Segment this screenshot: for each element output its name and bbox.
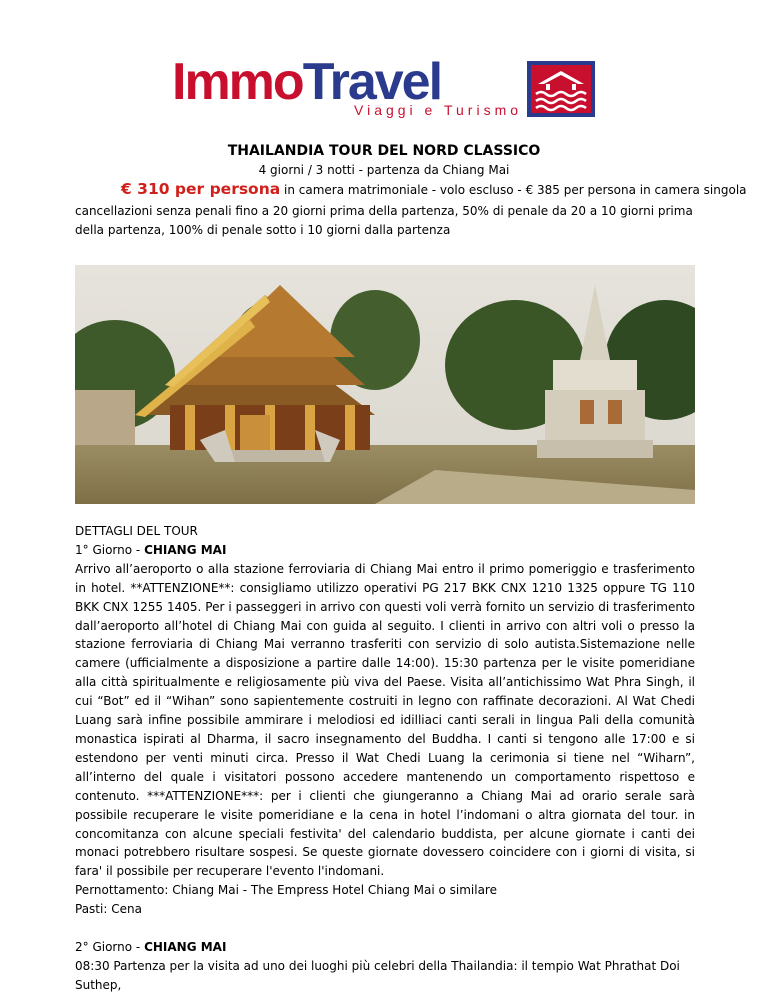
day1-meals: Pasti: Cena	[75, 902, 142, 917]
day2-description: 08:30 Partenza per la visita ad uno dei luoghi più celebri della Thailandia: il tempio Wat Phrathat Doi Suthep,	[75, 958, 680, 992]
day1-label: 1° Giorno -	[75, 542, 145, 557]
paragraph-spacer	[75, 919, 695, 938]
day1-overnight: Pernottamento: Chiang Mai - The Empress Hotel Chiang Mai o similare	[75, 883, 497, 898]
day2-label: 2° Giorno -	[75, 940, 145, 955]
company-logo	[172, 53, 600, 120]
day2-place: CHIANG MAI	[144, 940, 227, 955]
day1-heading	[75, 541, 695, 560]
cancellation-policy: cancellazioni senza penali fino a 20 giorni prima della partenza, 50% di penale da 20 a 10 giorni prima della partenza, 100% di penale sotto i 10 giorni dalla partenza	[75, 204, 693, 237]
tour-details	[75, 522, 695, 995]
house-waves-icon	[526, 60, 596, 118]
tour-subtitle: 4 giorni / 3 notti - partenza da Chiang Mai	[258, 163, 510, 177]
day1-place: CHIANG MAI	[144, 542, 227, 557]
logo-word-travel: Travel	[302, 53, 442, 111]
price-details: in camera matrimoniale - volo escluso - € 385 per persona in camera singola	[280, 183, 747, 197]
tour-title: THAILANDIA TOUR DEL NORD CLASSICO	[227, 143, 541, 159]
day1-description: Arrivo all’aeroporto o alla stazione ferroviaria di Chiang Mai entro il primo pomeriggio e trasferimento in hotel. **ATTENZIONE**: consigliamo utilizzo operativi PG 217 BKK CNX 1210 1325 oppure TG 110 BKK CNX 1255 1405. Per i passeggeri in arrivo con questi voli verrà fornito un servizio di trasferimento dall’aeroporto all’hotel di Chiang Mai con guida al seguito. I clienti in arrivo con altri voli o presso la stazione ferroviaria di Chiang Mai verranno trasferiti con servizio di solo autista.Sistemazione nelle camere (ufficialmente a disposizione a partire dalle 14:00). 15:30 partenza per le visite pomeridiane alla città spiritualmente e religiosamente più viva del Paese. Visita all’antichissimo Wat Phra Singh, il cui “Bot” ed il “Wihan” sono sapientemente costruiti in legno con raffinate decorazioni. Al Wat Chedi Luang sarà infine possibile ammirare i melodiosi ed idilliaci canti serali in lingua Pali della comunità monastica ispirati al Dharma, il sacro insegnamento del Buddha. I canti si tengono alle 17:00 e si estendono per venti minuti circa. Presso il Wat Chedi Luang la cerimonia si tiene nel “Wiharn”, all’interno del quale i visitatori possono accedere mantenendo un comportamento rispettoso e contenuto. ***ATTENZIONE***: per i clienti che giungeranno a Chiang Mai ad orario serale sarà possibile recuperare le visite pomeridiane e la cena in hotel l’indomani o altra giornata del tour. in concomitanza con alcune speciali festivita' del calendario buddista, per alcune giornate i canti dei monaci potrebbero risultare sospesi. Se queste giornate dovessero coincidere con i giorni di visita, si fara' il possibile per recuperare l'evento l'indomani.	[75, 561, 695, 879]
logo-word-immo: Immo	[172, 53, 303, 111]
logo-tagline: Viaggi e Turismo	[354, 102, 523, 118]
details-heading: DETTAGLI DEL TOUR	[75, 524, 198, 538]
price-line	[121, 180, 747, 198]
price-main: € 310 per persona	[121, 180, 281, 198]
day2-heading	[75, 938, 695, 957]
temple-photo	[75, 265, 695, 504]
